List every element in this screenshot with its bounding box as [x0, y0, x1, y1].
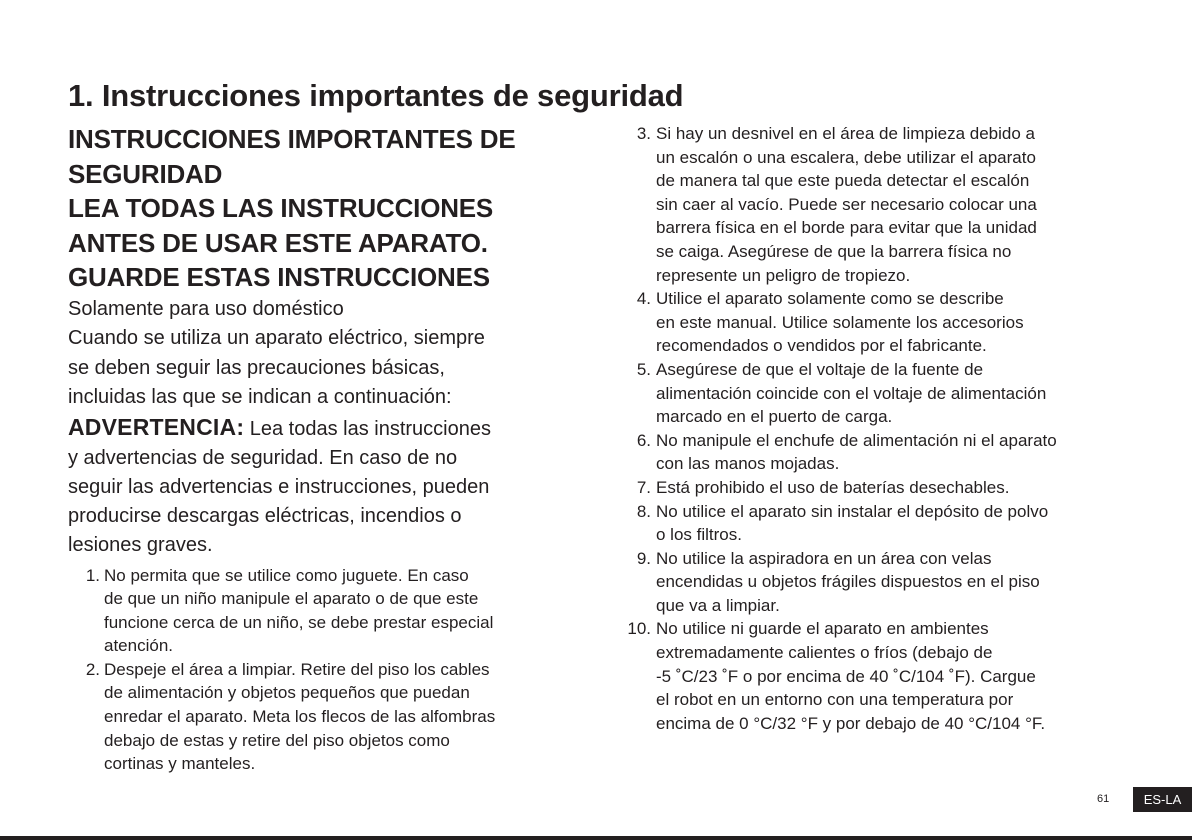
- list-item: [85, 658, 580, 776]
- headline-line: LEA TODAS LAS INSTRUCCIONES: [68, 193, 494, 223]
- headline-line: GUARDE ESTAS INSTRUCCIONES: [68, 262, 490, 292]
- right-column: [620, 122, 1120, 735]
- item-line: Utilice el aparato solamente como se describe: [656, 289, 1004, 309]
- language-badge: ES-LA: [1133, 787, 1192, 812]
- item-line: No permita que se utilice como juguete. En caso: [104, 565, 469, 585]
- warning-paragraph: [68, 413, 580, 560]
- item-line: No utilice el aparato sin instalar el depósito de polvo: [656, 501, 1049, 521]
- left-column: [68, 122, 580, 776]
- warning-line: lesiones graves.: [68, 533, 213, 556]
- item-line: un escalón o una escalera, debe utilizar el aparato: [656, 147, 1036, 167]
- item-line: Asegúrese de que el voltaje de la fuente de: [656, 359, 984, 379]
- item-line: alimentación coincide con el voltaje de alimentación: [656, 383, 1047, 403]
- item-line: que va a limpiar.: [656, 595, 780, 615]
- item-line: encima de 0 °C/32 °F y por debajo de 40 °C/104 °F.: [656, 713, 1046, 733]
- list-item: [636, 429, 1120, 476]
- bottom-rule: [0, 836, 1192, 840]
- item-line: No manipule el enchufe de alimentación ni el aparato: [656, 430, 1057, 450]
- warning-line: Lea todas las instrucciones: [244, 417, 491, 440]
- item-line: de manera tal que este pueda detectar el escalón: [656, 171, 1030, 191]
- item-line: No utilice la aspiradora en un área con velas: [656, 548, 992, 568]
- warning-line: seguir las advertencias e instrucciones, pueden: [68, 475, 490, 498]
- item-line: funcione cerca de un niño, se debe prestar especial: [104, 612, 494, 632]
- item-number: 10.: [627, 619, 651, 639]
- item-line: de alimentación y objetos pequeños que puedan: [104, 683, 470, 703]
- item-number: 7.: [636, 477, 651, 497]
- page-title: 1. Instrucciones importantes de seguridad: [68, 78, 684, 113]
- list-item: [636, 287, 1120, 358]
- headline-line: SEGURIDAD: [68, 158, 223, 189]
- item-line: Si hay un desnivel en el área de limpieza debido a: [656, 124, 1035, 143]
- item-line: en este manual. Utilice solamente los accesorios: [656, 312, 1024, 332]
- item-number: 9.: [636, 548, 651, 568]
- item-number: 2.: [85, 659, 100, 679]
- intro-line: incluidas las que se indican a continuación:: [68, 386, 452, 408]
- item-line: atención.: [104, 636, 173, 656]
- list-item: [627, 617, 1120, 735]
- list-item: [85, 564, 580, 658]
- item-line: de que un niño manipule el aparato o de que este: [104, 589, 479, 609]
- item-line: recomendados o vendidos por el fabricante.: [656, 336, 987, 356]
- item-number: 5.: [636, 359, 651, 379]
- warning-line: y advertencias de seguridad. En caso de no: [68, 446, 458, 469]
- item-line: marcado en el puerto de carga.: [656, 407, 893, 427]
- item-line: sin caer al vacío. Puede ser necesario colocar una: [656, 194, 1037, 214]
- safety-list-right: [620, 122, 1120, 735]
- warning-line: producirse descargas eléctricas, incendios o: [68, 504, 462, 527]
- page-number: 61: [1097, 793, 1110, 805]
- item-number: 3.: [636, 124, 651, 143]
- list-item: [636, 476, 1120, 500]
- warning-label: ADVERTENCIA:: [68, 413, 245, 440]
- item-number: 6.: [636, 430, 651, 450]
- warning-first-line: [68, 413, 580, 444]
- intro-line: se deben seguir las precauciones básicas,: [68, 356, 445, 379]
- item-number: 1.: [85, 565, 100, 585]
- item-line: -5 ˚C/23 ˚F o por encima de 40 ˚C/104 ˚F). Cargue: [656, 666, 1036, 686]
- item-line: encendidas u objetos frágiles dispuestos en el piso: [656, 572, 1040, 592]
- item-number: 4.: [636, 289, 651, 309]
- list-item: [636, 358, 1120, 429]
- intro-text: [68, 295, 580, 413]
- safety-headline: [68, 122, 580, 295]
- intro-line: Cuando se utiliza un aparato eléctrico, siempre: [68, 327, 485, 349]
- list-item: [636, 547, 1120, 618]
- item-line: No utilice ni guarde el aparato en ambientes: [656, 619, 989, 639]
- item-line: represente un peligro de tropiezo.: [656, 265, 911, 285]
- item-line: cortinas y manteles.: [104, 754, 256, 774]
- safety-list-left: [68, 564, 580, 776]
- list-item: [636, 500, 1120, 547]
- headline-line: INSTRUCCIONES IMPORTANTES DE: [68, 124, 516, 154]
- item-line: enredar el aparato. Meta los flecos de las alfombras: [104, 707, 496, 727]
- item-line: Despeje el área a limpiar. Retire del piso los cables: [104, 659, 490, 679]
- headline-line: ANTES DE USAR ESTE APARATO.: [68, 227, 488, 258]
- item-line: se caiga. Asegúrese de que la barrera física no: [656, 241, 1012, 261]
- item-line: con las manos mojadas.: [656, 454, 840, 474]
- item-line: extremadamente calientes o fríos (debajo de: [656, 643, 993, 663]
- item-line: o los filtros.: [656, 525, 742, 545]
- list-item: [636, 122, 1120, 287]
- item-line: barrera física en el borde para evitar que la unidad: [656, 218, 1037, 238]
- intro-line: Solamente para uso doméstico: [68, 297, 344, 320]
- item-line: el robot en un entorno con una temperatura por: [656, 690, 1014, 710]
- item-line: Está prohibido el uso de baterías desechables.: [656, 477, 1010, 497]
- item-line: debajo de estas y retire del piso objetos como: [104, 730, 450, 750]
- item-number: 8.: [636, 501, 651, 521]
